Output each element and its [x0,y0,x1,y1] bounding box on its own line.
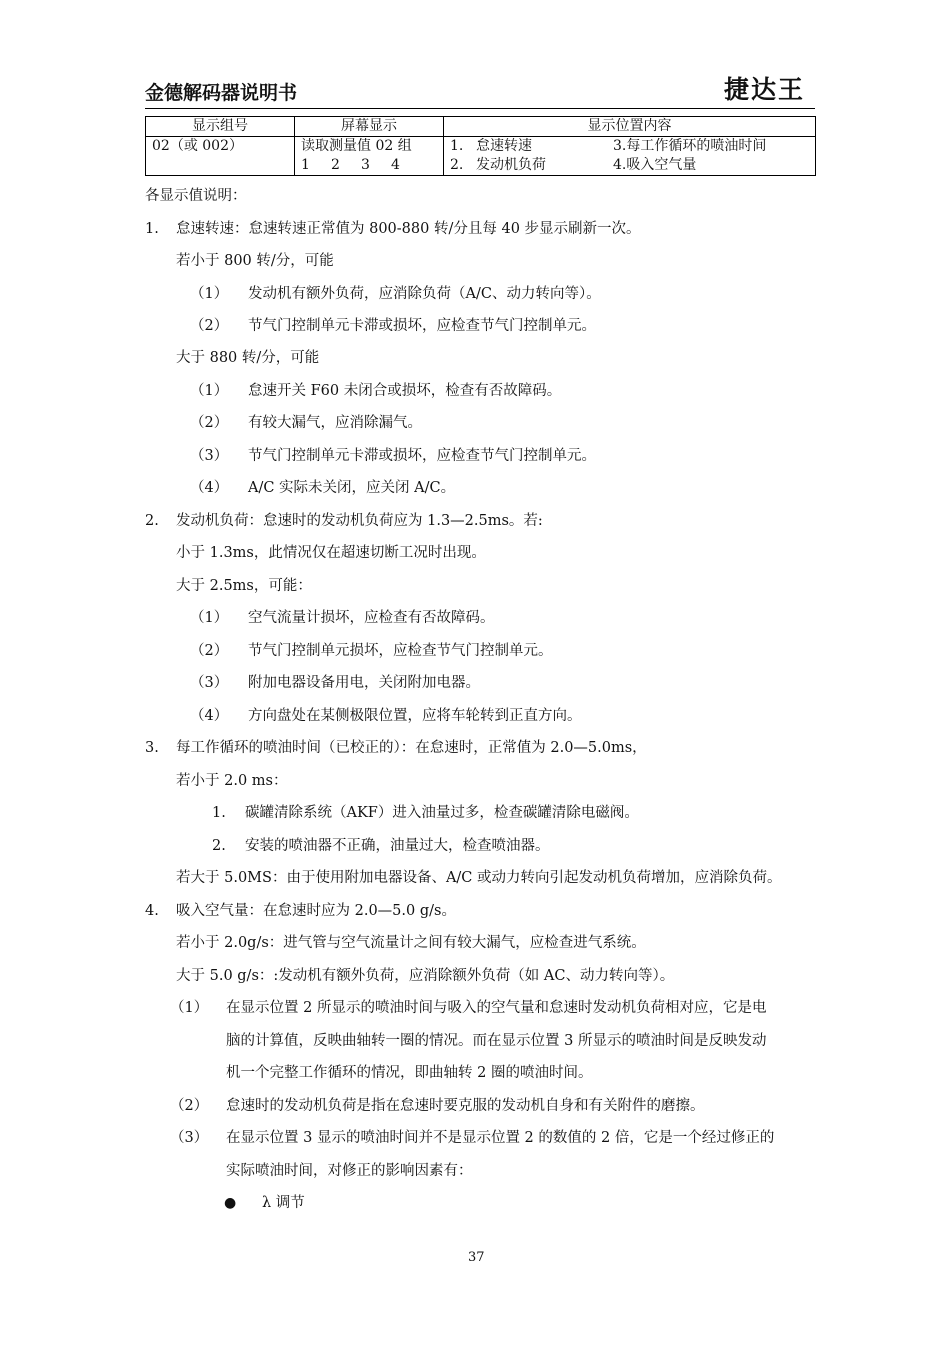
item-text: 节气门控制单元卡滞或损坏，应检查节气门控制单元。 [248,318,596,334]
note-line: 在显示位置 2 所显示的喷油时间与吸入的空气量和怠速时发动机负荷相对应，它是电 [226,1000,767,1016]
condition-text: 若小于 2.0 ms： [176,773,288,789]
condition-text: 大于 5.0 g/s：:发动机有额外负荷，应消除额外负荷（如 AC、动力转向等）。 [176,968,675,984]
intro-text: 各显示值说明： [145,188,247,204]
item-number: （2） [190,415,229,431]
position-label: 发动机负荷 [476,157,546,173]
position-label: 3.每工作循环的喷油时间 [613,138,767,154]
position-grid [450,137,809,175]
note-line: 机一个完整工作循环的情况，即曲轴转 2 圈的喷油时间。 [226,1065,593,1081]
table-row [146,137,816,176]
section-number: 1. [145,221,159,237]
item-number: 1. [212,805,226,821]
item-text: 发动机有额外负荷，应消除负荷（A/C、动力转向等）。 [248,286,601,302]
group-number-cell: 02（或 002） [146,137,295,176]
position-label: 4.吸入空气量 [613,157,697,173]
screen-line: 读取测量值 02 组 [301,138,412,154]
item-text: 空气流量计损坏，应检查有否故障码。 [248,610,495,626]
section-heading: 吸入空气量：在怠速时应为 2.0—5.0 g/s。 [176,903,456,919]
section-heading: 每工作循环的喷油时间（已校正的）：在怠速时，正常值为 2.0—5.0ms， [176,740,647,756]
condition-text: 若大于 5.0MS：由于使用附加电器设备、A/C 或动力转向引起发动机负荷增加，应消除负荷。 [176,870,782,886]
document-title: 金德解码器说明书 [145,82,298,104]
table-header-cell: 显示组号 [146,117,295,137]
page-header [145,70,815,109]
vehicle-model-title: 捷达王 [723,75,805,104]
position-label: 怠速转速 [476,138,532,154]
condition-text: 大于 880 转/分，可能 [176,350,320,366]
position-number: 2. [450,157,464,173]
item-text: 安装的喷油器不正确，油量过大，检查喷油器。 [245,838,550,854]
table-header-row [146,117,816,137]
note-number: （3） [170,1130,209,1146]
condition-text: 小于 1.3ms，此情况仅在超速切断工况时出现。 [176,545,486,561]
item-number: （3） [190,675,229,691]
section-number: 2. [145,513,159,529]
item-number: （4） [190,708,229,724]
item-number: （1） [190,383,229,399]
section-number: 3. [145,740,159,756]
item-number: （3） [190,448,229,464]
screen-numbers [301,156,437,175]
section-heading: 怠速转速：怠速转速正常值为 800-880 转/分且每 40 步显示刷新一次。 [176,221,641,237]
position-number: 1. [450,138,464,154]
note-line: 怠速时的发动机负荷是指在怠速时要克服的发动机自身和有关附件的磨擦。 [226,1098,705,1114]
condition-text: 若小于 2.0g/s：进气管与空气流量计之间有较大漏气，应检查进气系统。 [176,935,646,951]
item-text: 怠速开关 F60 未闭合或损坏，检查有否故障码。 [248,383,562,399]
item-number: （2） [190,643,229,659]
item-number: （1） [190,286,229,302]
note-line: 脑的计算值，反映曲轴转一圈的情况。而在显示位置 3 所显示的喷油时间是反映发动 [226,1033,767,1049]
item-number: （4） [190,480,229,496]
screen-display-cell [295,137,444,176]
item-text: 碳罐清除系统（AKF）进入油量过多，检查碳罐清除电磁阀。 [245,805,639,821]
note-number: （2） [170,1098,209,1114]
condition-text: 大于 2.5ms，可能： [176,578,312,594]
table-header-cell: 显示位置内容 [444,117,816,137]
item-text: 方向盘处在某侧极限位置，应将车轮转到正直方向。 [248,708,582,724]
table-header-cell: 屏幕显示 [295,117,444,137]
section-number: 4. [145,903,159,919]
item-number: （1） [190,610,229,626]
item-text: 附加电器设备用电，关闭附加电器。 [248,675,480,691]
item-number: （2） [190,318,229,334]
position-content-cell [444,137,816,176]
note-line: 实际喷油时间，对修正的影响因素有： [226,1163,473,1179]
condition-text: 若小于 800 转/分，可能 [176,253,334,269]
page-number: 37 [468,1250,485,1265]
item-text: 有较大漏气，应消除漏气。 [248,415,422,431]
display-group-table [145,116,816,176]
item-text: A/C 实际未关闭，应关闭 A/C。 [248,480,456,496]
screen-number: 2 [331,157,340,173]
bullet-icon: ● [224,1195,237,1211]
note-line: 在显示位置 3 显示的喷油时间并不是显示位置 2 的数值的 2 倍，它是一个经过修正的 [226,1130,775,1146]
screen-number: 1 [301,157,310,173]
screen-number: 3 [361,157,370,173]
screen-number: 4 [391,157,400,173]
bullet-text: λ 调节 [262,1195,305,1211]
section-heading: 发动机负荷：怠速时的发动机负荷应为 1.3—2.5ms。若: [176,513,543,529]
item-number: 2. [212,838,226,854]
item-text: 节气门控制单元损坏，应检查节气门控制单元。 [248,643,553,659]
item-text: 节气门控制单元卡滞或损坏，应检查节气门控制单元。 [248,448,596,464]
note-number: （1） [170,1000,209,1016]
